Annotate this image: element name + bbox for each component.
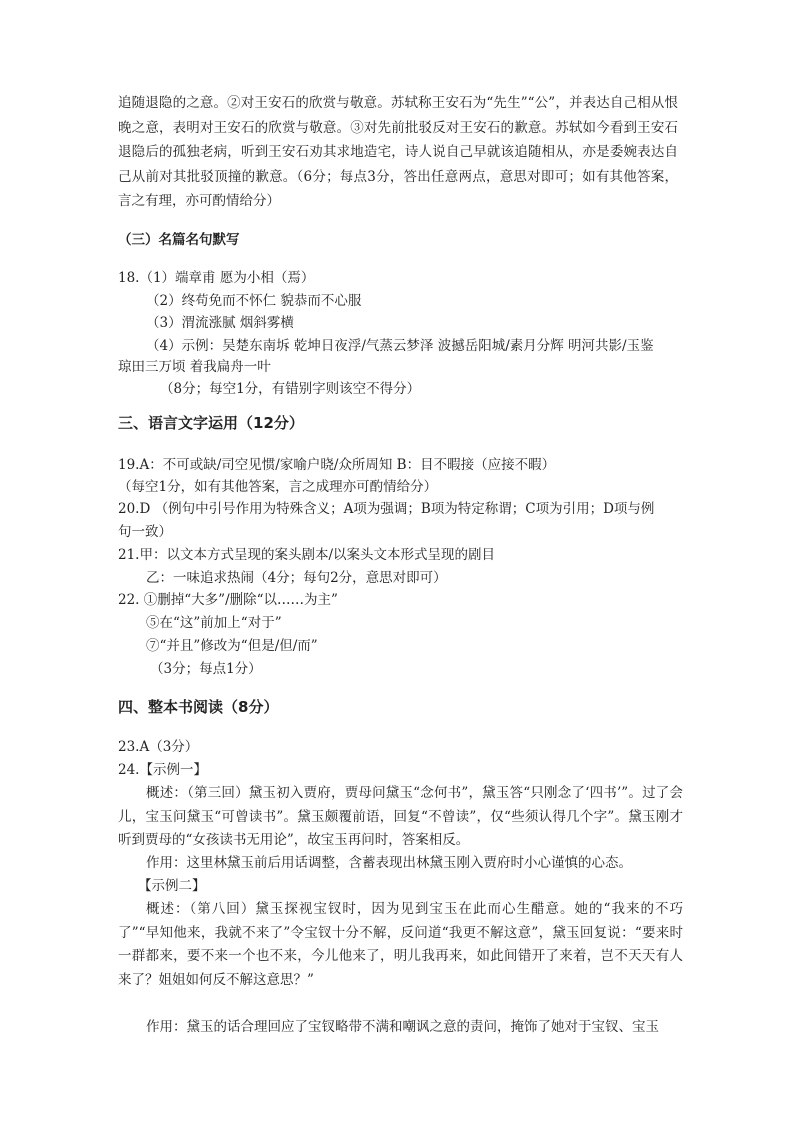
answer-24-example-2-effect: 作用：黛玉的话合理回应了宝钗略带不满和嘲讽之意的责问，掩饰了她对于宝钗、宝玉 xyxy=(146,1019,659,1035)
answer-24-example-1-effect: 作用：这里林黛玉前后用话调整，含蓄表现出林黛玉刚入贾府时小心谨慎的心态。 xyxy=(146,855,632,871)
answer-24-example-2-heading: 【示例二】 xyxy=(138,878,206,894)
answer-22-line-3: ⑦“并且”修改为“但是/但/而” xyxy=(146,638,318,654)
answer-18-scoring: （8分；每空1分，有错别字则该空不得分） xyxy=(160,381,421,397)
answer-22-scoring: （3分；每点1分） xyxy=(150,661,262,677)
answer-20-line-2: 句一致） xyxy=(118,524,172,540)
answer-24-heading: 24.【示例一】 xyxy=(118,762,207,778)
answer-24-example-2-summary: 概述：（第八回）黛玉探视宝钗时，因为见到宝玉在此而心生醋意。她的“我来的不巧了”“早知他来，我就不来了”令宝钗十分不解，反问道“我更不解这意”，黛玉回复说：“要来时一群都来，要不来一个也不来，今儿他来了，明儿我再来，如此间错开了来着，岂不天天有人来了？姐姐如何反不解这意思？” xyxy=(118,901,683,988)
answer-18-line-3: （3）渭流涨腻 烟斜雾横 xyxy=(146,315,294,331)
answer-18-line-1: 18.（1）端章甫 愿为小相（焉） xyxy=(118,270,315,286)
section-heading-whole-book-reading: 四、整本书阅读（8分） xyxy=(118,698,279,716)
subsection-heading-famous-lines: （三）名篇名句默写 xyxy=(118,232,240,248)
answer-19-line-2: （每空1分，如有其他答案，言之成理亦可酌情给分） xyxy=(118,479,438,495)
answer-18-line-5: 琼田三万顷 着我扁舟一叶 xyxy=(118,359,271,375)
answer-22-line-1: 22. ①删掉“大多”/删除“以……为主” xyxy=(118,592,338,608)
answer-19-line-1: 19.A：不可或缺/司空见惯/家喻户晓/众所周知 B：目不暇接（应接不暇） xyxy=(118,457,556,473)
answer-18-line-4: （4）示例：吴楚东南坼 乾坤日夜浮/气蒸云梦泽 波撼岳阳城/素月分辉 明河共影/玉鉴 xyxy=(146,338,654,354)
section-heading-language-use: 三、语言文字运用（12分） xyxy=(118,414,304,432)
answer-21-line-1: 21.甲：以文本方式呈现的案头剧本/以案头文本形式呈现的剧目 xyxy=(118,547,496,563)
answer-24-example-1-summary: 概述：（第三回）黛玉初入贾府，贾母问黛玉“念何书”，黛玉答“只刚念了‘四书’”。过了会儿，宝玉问黛玉“可曾读书”。黛玉颇覆前语，回复“不曾读”，仅“些须认得几个字”。黛玉刚才听到贾母的“女孩读书无用论”，故宝玉再问时，答案相反。 xyxy=(118,785,683,848)
answer-23: 23.A（3分） xyxy=(118,739,199,755)
answer-20-line-1: 20.D （例句中引号作用为特殊含义；A项为强调；B项为特定称谓；C项为引用；D项与例 xyxy=(118,501,655,517)
intro-paragraph: 追随退隐的之意。②对王安石的欣赏与敬意。苏轼称王安石为“先生”“公”，并表达自己相从恨晚之意，表明对王安石的欣赏与敬意。③对先前批驳反对王安石的歉意。苏轼如今看到王安石退隐后的孤独老病，听到王安石劝其求地造宅，诗人说自己早就该追随相从，亦是委婉表达自己从前对其批驳顶撞的歉意。（6分；每点3分，答出任意两点，意思对即可；如有其他答案，言之有理，亦可酌情给分） xyxy=(118,95,678,209)
answer-22-line-2: ⑤在“这”前加上“对于” xyxy=(146,615,282,631)
answer-21-line-2: 乙：一味追求热闹（4分；每句2分，意思对即可） xyxy=(146,570,447,586)
answer-18-line-2: （2）终苟免而不怀仁 貌恭而不心服 xyxy=(146,293,362,309)
